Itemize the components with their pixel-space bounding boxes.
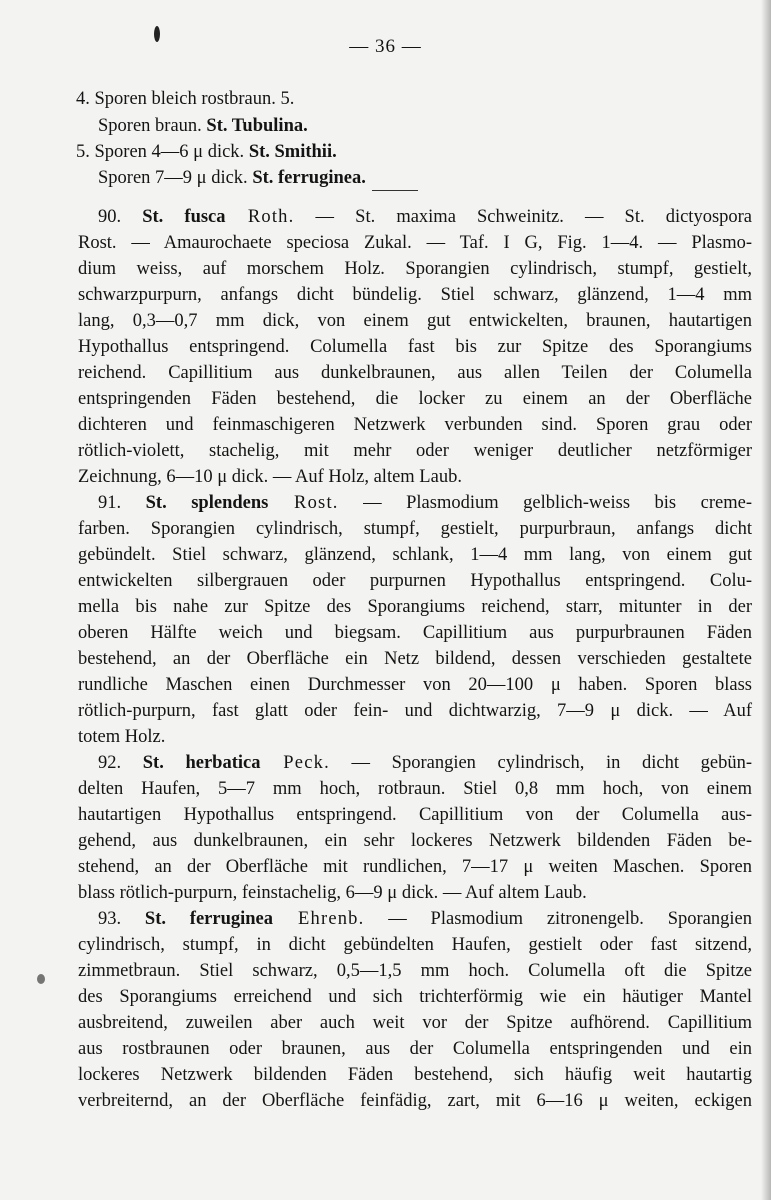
text-line bbox=[78, 386, 752, 412]
text-line bbox=[78, 620, 752, 646]
line-text: reichend. Capillitium aus dunkelbraunen, aus allen Teilen der Columella bbox=[78, 363, 752, 383]
key-text: 5. Sporen 4—6 μ dick. bbox=[76, 142, 249, 162]
line-text: gebündelt. Stiel schwarz, glänzend, schlank, 1—4 mm lang, von einem gut bbox=[78, 545, 752, 565]
key-line-4 bbox=[98, 165, 366, 191]
species-name: St. ferruginea bbox=[144, 909, 274, 929]
line-text: schwarzpurpurn, anfangs dicht bündelig. Stiel schwarz, glänzend, 1—4 mm bbox=[78, 285, 752, 305]
line-text: farben. Sporangien cylindrisch, stumpf, gestielt, purpurbraun, anfangs dicht bbox=[78, 519, 752, 539]
line-text: blass rötlich-purpurn, feinstachelig, 6—9 μ dick. — Auf altem Laub. bbox=[78, 883, 587, 903]
line-text: dichteren und feinmaschigeren Netzwerk verbunden sind. Sporen grau oder bbox=[78, 415, 752, 435]
text-line bbox=[78, 698, 752, 724]
text-line bbox=[78, 360, 752, 386]
key-line-2 bbox=[98, 113, 308, 139]
section-rule bbox=[372, 190, 418, 191]
line-text: bestehend, an der Oberfläche ein Netz bildend, dessen verschieden gestaltete bbox=[78, 649, 752, 669]
line-text: aus rostbraunen oder braunen, aus der Columella entspringenden und ein bbox=[78, 1039, 752, 1059]
key-text: Sporen braun. bbox=[98, 116, 207, 136]
text-line bbox=[78, 646, 752, 672]
text-line bbox=[78, 230, 752, 256]
text-line bbox=[78, 308, 752, 334]
line-text: Rost. — Amaurochaete speciosa Zukal. — Taf. I G, Fig. 1—4. — Plasmo- bbox=[78, 233, 752, 253]
line-text: rundliche Maschen einen Durchmesser von 20—100 μ haben. Sporen blass bbox=[78, 675, 752, 695]
species-name: St. Smithii. bbox=[248, 142, 337, 162]
text-line bbox=[78, 464, 462, 490]
author-name: Roth. bbox=[225, 207, 295, 227]
key-text: 4. Sporen bleich rostbraun. 5. bbox=[76, 89, 295, 109]
line-text: lang, 0,3—0,7 mm dick, von einem gut entwickelten, braunen, hautartigen bbox=[78, 311, 752, 331]
text-line bbox=[78, 776, 752, 802]
text-line bbox=[78, 802, 752, 828]
line-text: Hypothallus entspringend. Columella fast bis zur Spitze des Sporangiums bbox=[78, 337, 752, 357]
line-text: zimmetbraun. Stiel schwarz, 0,5—1,5 mm hoch. Columella oft die Spitze bbox=[78, 961, 752, 981]
text-line bbox=[78, 984, 752, 1010]
text-line bbox=[78, 1010, 752, 1036]
text-line bbox=[78, 542, 752, 568]
page-edge-shadow bbox=[761, 0, 771, 1200]
line-text: entspringenden Fäden bestehend, die locker zu einem an der Oberfläche bbox=[78, 389, 752, 409]
author-name: Rost. bbox=[268, 493, 339, 513]
species-number: 93. bbox=[98, 909, 145, 929]
line-text: rötlich-purpurn, fast glatt oder fein- und dichtwarzig, 7—9 μ dick. — Auf bbox=[78, 701, 752, 721]
line-text: — St. maxima Schweinitz. — St. dictyospora bbox=[294, 207, 753, 227]
line-text: delten Haufen, 5—7 mm hoch, rotbraun. Stiel 0,8 mm hoch, von einem bbox=[78, 779, 752, 799]
text-line bbox=[78, 568, 752, 594]
author-name: Ehrenb. bbox=[273, 909, 365, 929]
line-text: — Sporangien cylindrisch, in dicht gebün- bbox=[329, 753, 753, 773]
line-text: rötlich-violett, stachelig, mit mehr oder weniger deutlicher netzförmiger bbox=[78, 441, 752, 461]
species-number: 92. bbox=[98, 753, 143, 773]
text-line bbox=[78, 334, 752, 360]
line-text: stehend, an der Oberfläche mit rundlichen, 7—17 μ weiten Maschen. Sporen bbox=[78, 857, 752, 877]
key-line-3 bbox=[76, 139, 337, 165]
species-name: St. Tubulina. bbox=[206, 116, 308, 136]
line-text: — Plasmodium zitronengelb. Sporangien bbox=[364, 909, 752, 929]
key-text: Sporen 7—9 μ dick. bbox=[98, 168, 253, 188]
species-heading-line bbox=[98, 906, 752, 932]
species-heading-line bbox=[98, 204, 752, 230]
text-line bbox=[78, 282, 752, 308]
line-text: hautartigen Hypothallus entspringend. Capillitium von der Columella aus- bbox=[78, 805, 752, 825]
species-name: St. ferruginea. bbox=[252, 168, 366, 188]
text-line bbox=[78, 438, 752, 464]
line-text: ausbreitend, zuweilen aber auch weit vor der Spitze aufhörend. Capillitium bbox=[78, 1013, 752, 1033]
text-line bbox=[78, 256, 752, 282]
species-number: 91. bbox=[98, 493, 146, 513]
text-line bbox=[78, 828, 752, 854]
line-text: oberen Hälfte weich und biegsam. Capillitium aus purpurbraunen Fäden bbox=[78, 623, 752, 643]
key-line-1 bbox=[76, 86, 294, 112]
species-name: St. herbatica bbox=[142, 753, 261, 773]
text-line bbox=[78, 1062, 752, 1088]
line-text: Zeichnung, 6—10 μ dick. — Auf Holz, altem Laub. bbox=[78, 467, 462, 487]
line-text: totem Holz. bbox=[78, 727, 166, 747]
line-text: verbreiternd, an der Oberfläche feinfädig, zart, mit 6—16 μ weiten, eckigen bbox=[78, 1091, 752, 1111]
line-text: gehend, aus dunkelbraunen, ein sehr lockeres Netzwerk bildenden Fäden be- bbox=[78, 831, 752, 851]
line-text: cylindrisch, stumpf, in dicht gebündelten Haufen, gestielt oder fast sitzend, bbox=[78, 935, 752, 955]
text-line bbox=[78, 516, 752, 542]
text-line bbox=[78, 412, 752, 438]
text-line bbox=[78, 1088, 752, 1114]
line-text: entwickelten silbergrauen oder purpurnen Hypothallus entspringend. Colu- bbox=[78, 571, 752, 591]
text-line bbox=[78, 594, 752, 620]
species-heading-line bbox=[98, 750, 752, 776]
line-text: — Plasmodium gelblich-weiss bis creme- bbox=[338, 493, 752, 513]
text-line bbox=[78, 958, 752, 984]
text-line bbox=[78, 1036, 752, 1062]
line-text: des Sporangiums erreichend und sich trichterförmig wie ein häutiger Mantel bbox=[78, 987, 752, 1007]
line-text: mella bis nahe zur Spitze des Sporangiums reichend, starr, mitunter in der bbox=[78, 597, 752, 617]
species-name: St. fusca bbox=[142, 207, 226, 227]
species-heading-line bbox=[98, 490, 752, 516]
author-name: Peck. bbox=[260, 753, 330, 773]
text-line bbox=[78, 880, 587, 906]
scan-speck bbox=[37, 974, 45, 984]
line-text: lockeres Netzwerk bildenden Fäden bestehend, sich häufig weit hautartig bbox=[78, 1065, 752, 1085]
text-line bbox=[78, 672, 752, 698]
line-text: dium weiss, auf morschem Holz. Sporangien cylindrisch, stumpf, gestielt, bbox=[78, 259, 752, 279]
species-name: St. splendens bbox=[145, 493, 269, 513]
text-line bbox=[78, 854, 752, 880]
text-line bbox=[78, 932, 752, 958]
text-line bbox=[78, 724, 165, 750]
species-number: 90. bbox=[98, 207, 143, 227]
page-number: — 36 — bbox=[349, 36, 422, 57]
